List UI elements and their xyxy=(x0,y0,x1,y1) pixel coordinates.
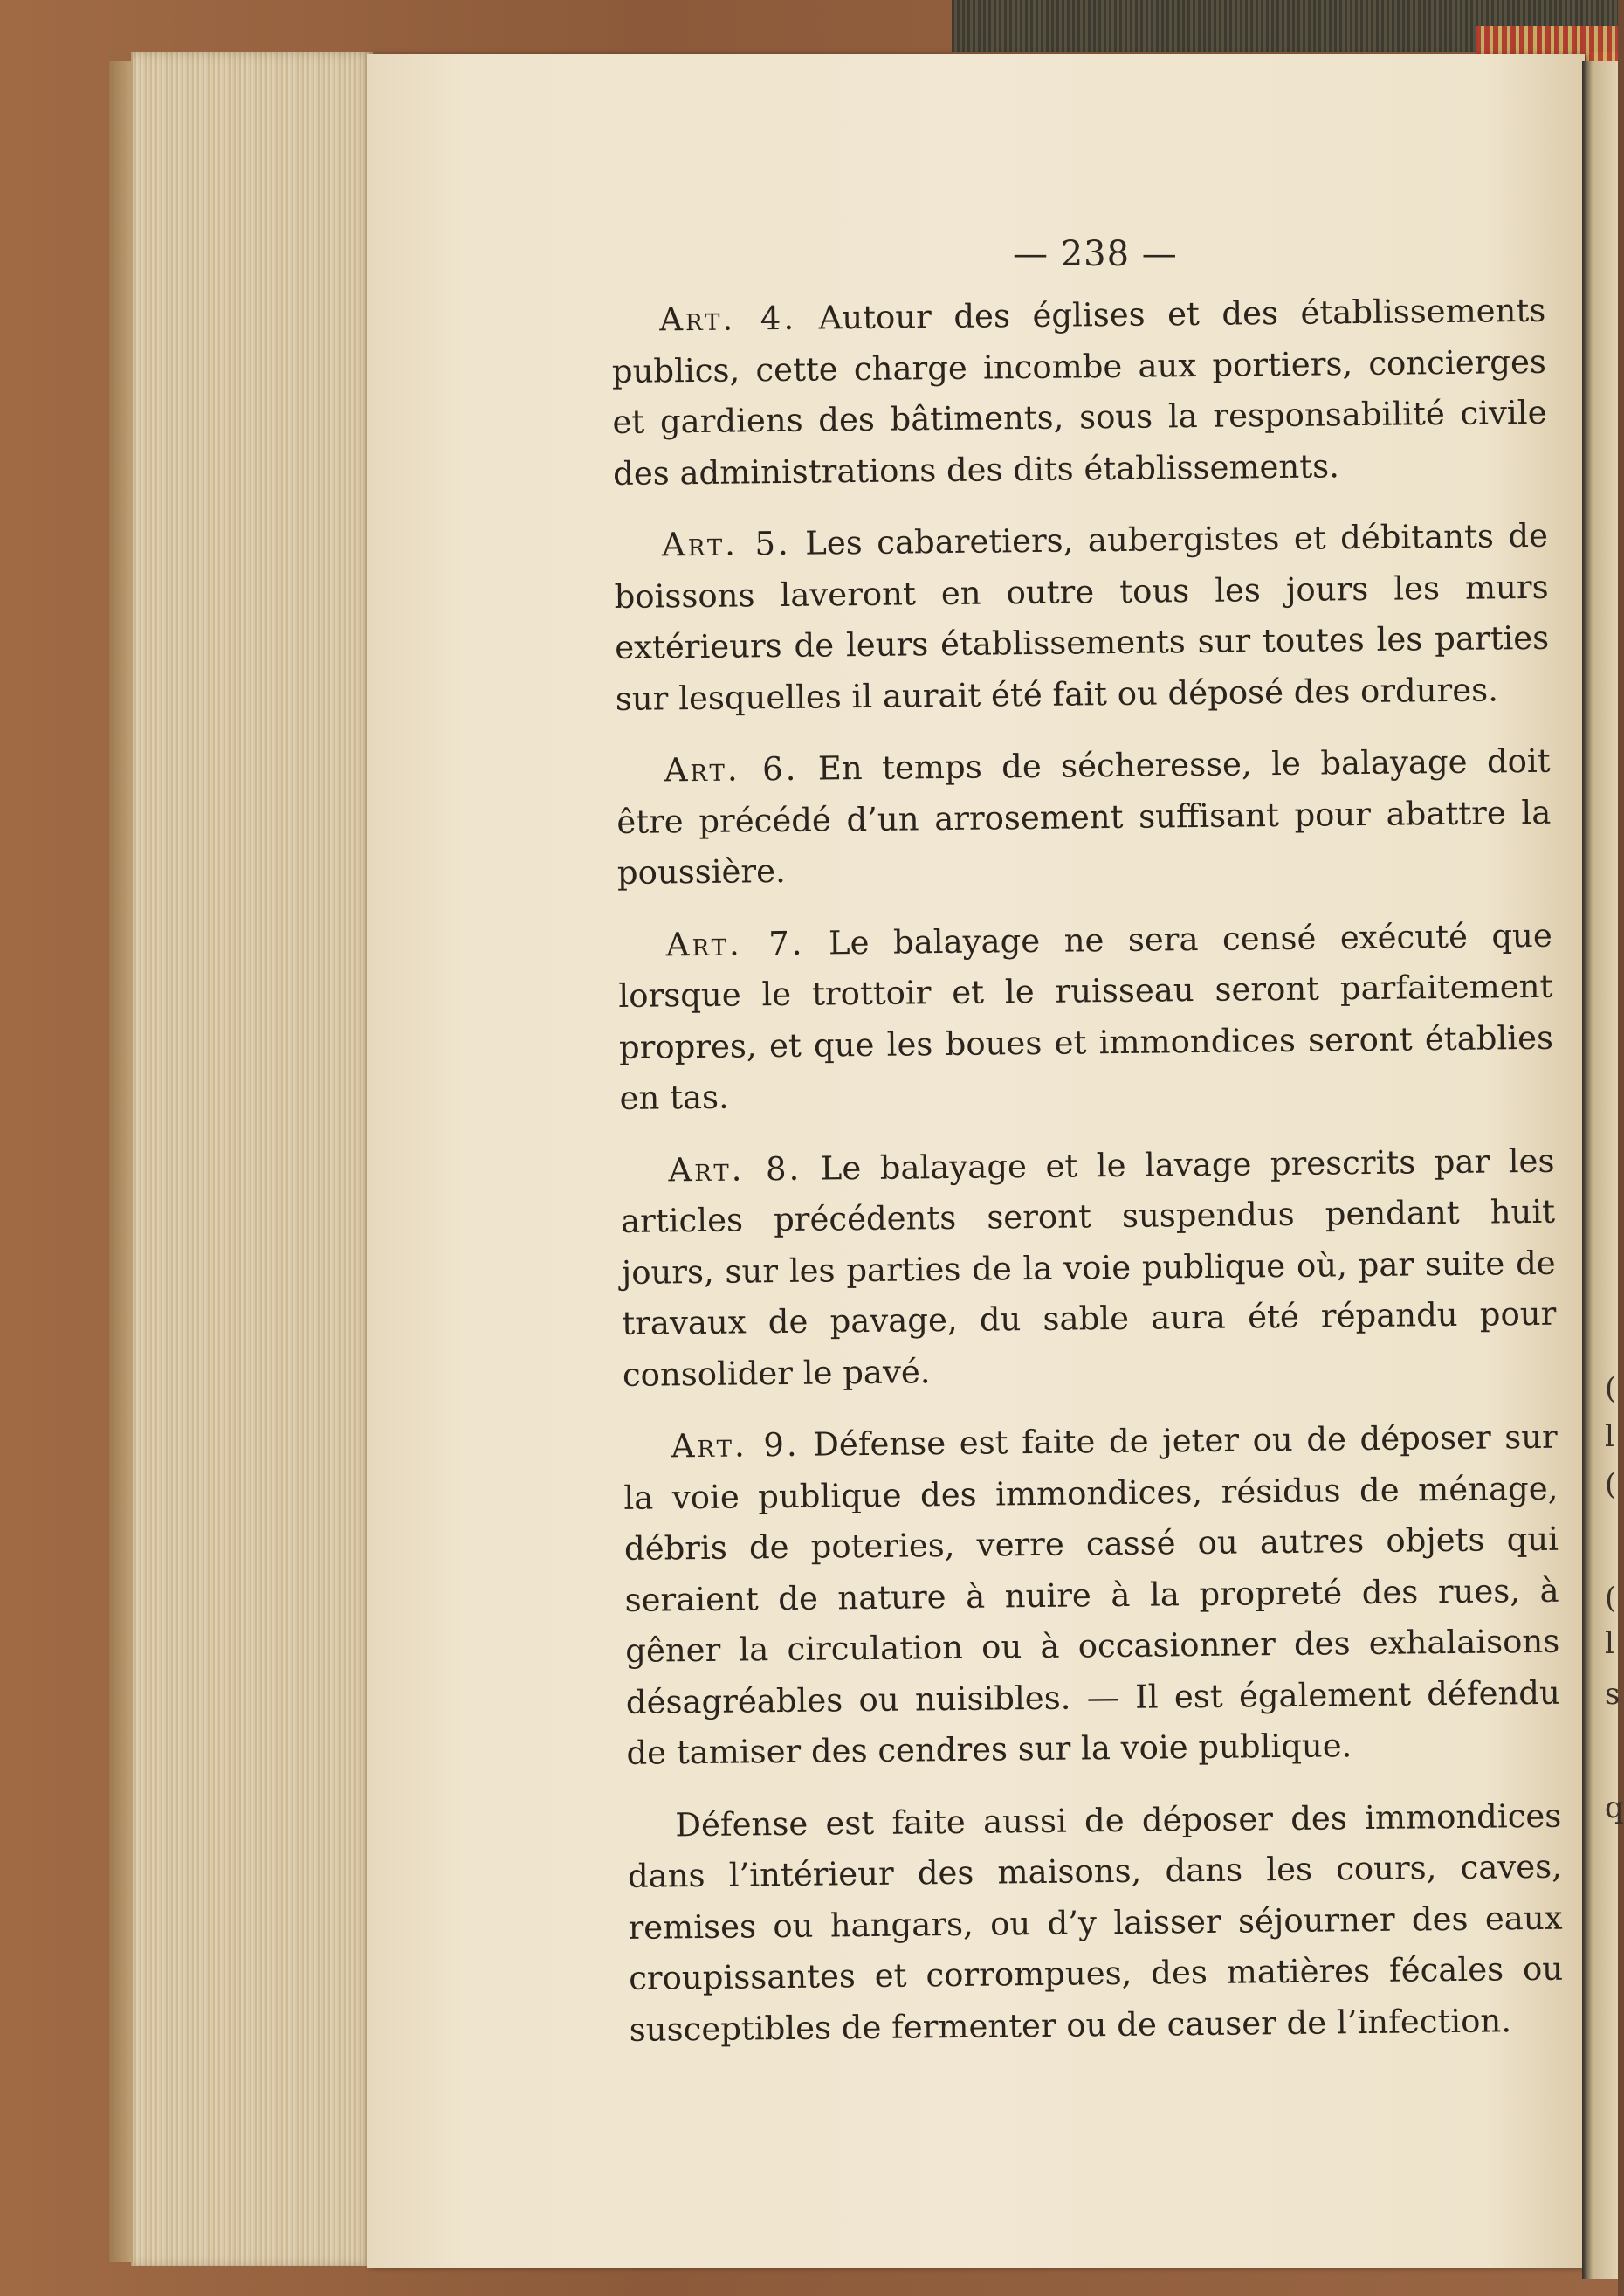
article-text: Le balayage et le lavage prescrits par les articles précédents seront suspendus pendant huit jours, sur les parties de la voie publique où, par suite de travaux de pavage, du sable aura été répandu pour consolider le pavé. xyxy=(620,1141,1557,1394)
page-stack xyxy=(131,52,373,2266)
article-label: Art. 5. xyxy=(661,524,791,564)
article-9 xyxy=(623,1412,1561,1780)
article-text: Les cabaretiers, aubergistes et débitants de boissons laveront en outre tous les jours les murs extérieurs de leurs établissements sur toutes les parties sur lesquelles il aurait été fait ou déposé des ordures. xyxy=(614,516,1550,718)
next-page-glyph: l xyxy=(1605,1419,1614,1454)
article-text: Autour des églises et des établissements publics, cette charge incombe aux portiers, concierges et gardiens des bâtiments, sous la responsabilité civile des administrations des dits établissements. xyxy=(611,291,1547,493)
article-8 xyxy=(620,1135,1557,1401)
article-7 xyxy=(617,910,1553,1124)
next-page-edge xyxy=(1582,61,1621,2279)
article-label: Art. 4. xyxy=(659,299,797,339)
article-text: Le balayage ne sera censé exécuté que lorsque le trottoir et le ruisseau seront parfaitement propres, et que les boues et immondices seront établies en tas. xyxy=(618,916,1554,1117)
article-label: Art. 6. xyxy=(664,749,799,789)
article-label: Art. 9. xyxy=(671,1425,800,1465)
article-4 xyxy=(611,286,1547,500)
article-text: Défense est faite de jeter ou de déposer sur la voie publique des immondices, résidus de ménage, débris de poteries, verre cassé ou autres objets qui seraient de nature à nuire à la propreté des rues, à gêner la circulation ou à occasionner des exhalaisons désagréables ou nuisibles. — Il est également défendu de tamiser des cendres sur la voie publique. xyxy=(623,1417,1561,1772)
article-6 xyxy=(616,736,1552,900)
page-text xyxy=(611,286,1564,2077)
closing-paragraph: Défense est faite aussi de déposer des immondices dans l’intérieur des maisons, dans les cours, caves, remises ou hangars, ou d’y laisser séjourner des eaux croupissantes et corrompues, des matières fécales ou susceptibles de fermenter ou de causer de l’infection. xyxy=(627,1796,1564,2049)
article-label: Art. 8. xyxy=(668,1149,802,1189)
article-label: Art. 7. xyxy=(665,924,805,963)
next-page-glyph: s xyxy=(1605,1677,1621,1712)
page-number: — 238 — xyxy=(1013,234,1178,274)
next-page-glyph: ( xyxy=(1605,1467,1617,1502)
article-5 xyxy=(614,511,1550,725)
article-text: En temps de sécheresse, le balayage doit être précédé d’un arrosement suffisant pour abattre la poussière. xyxy=(616,741,1552,892)
next-page-glyph: ( xyxy=(1605,1581,1617,1616)
next-page-glyph: q xyxy=(1605,1790,1624,1825)
next-page-glyph: l xyxy=(1605,1626,1614,1661)
next-page-glyph: ( xyxy=(1605,1371,1617,1406)
